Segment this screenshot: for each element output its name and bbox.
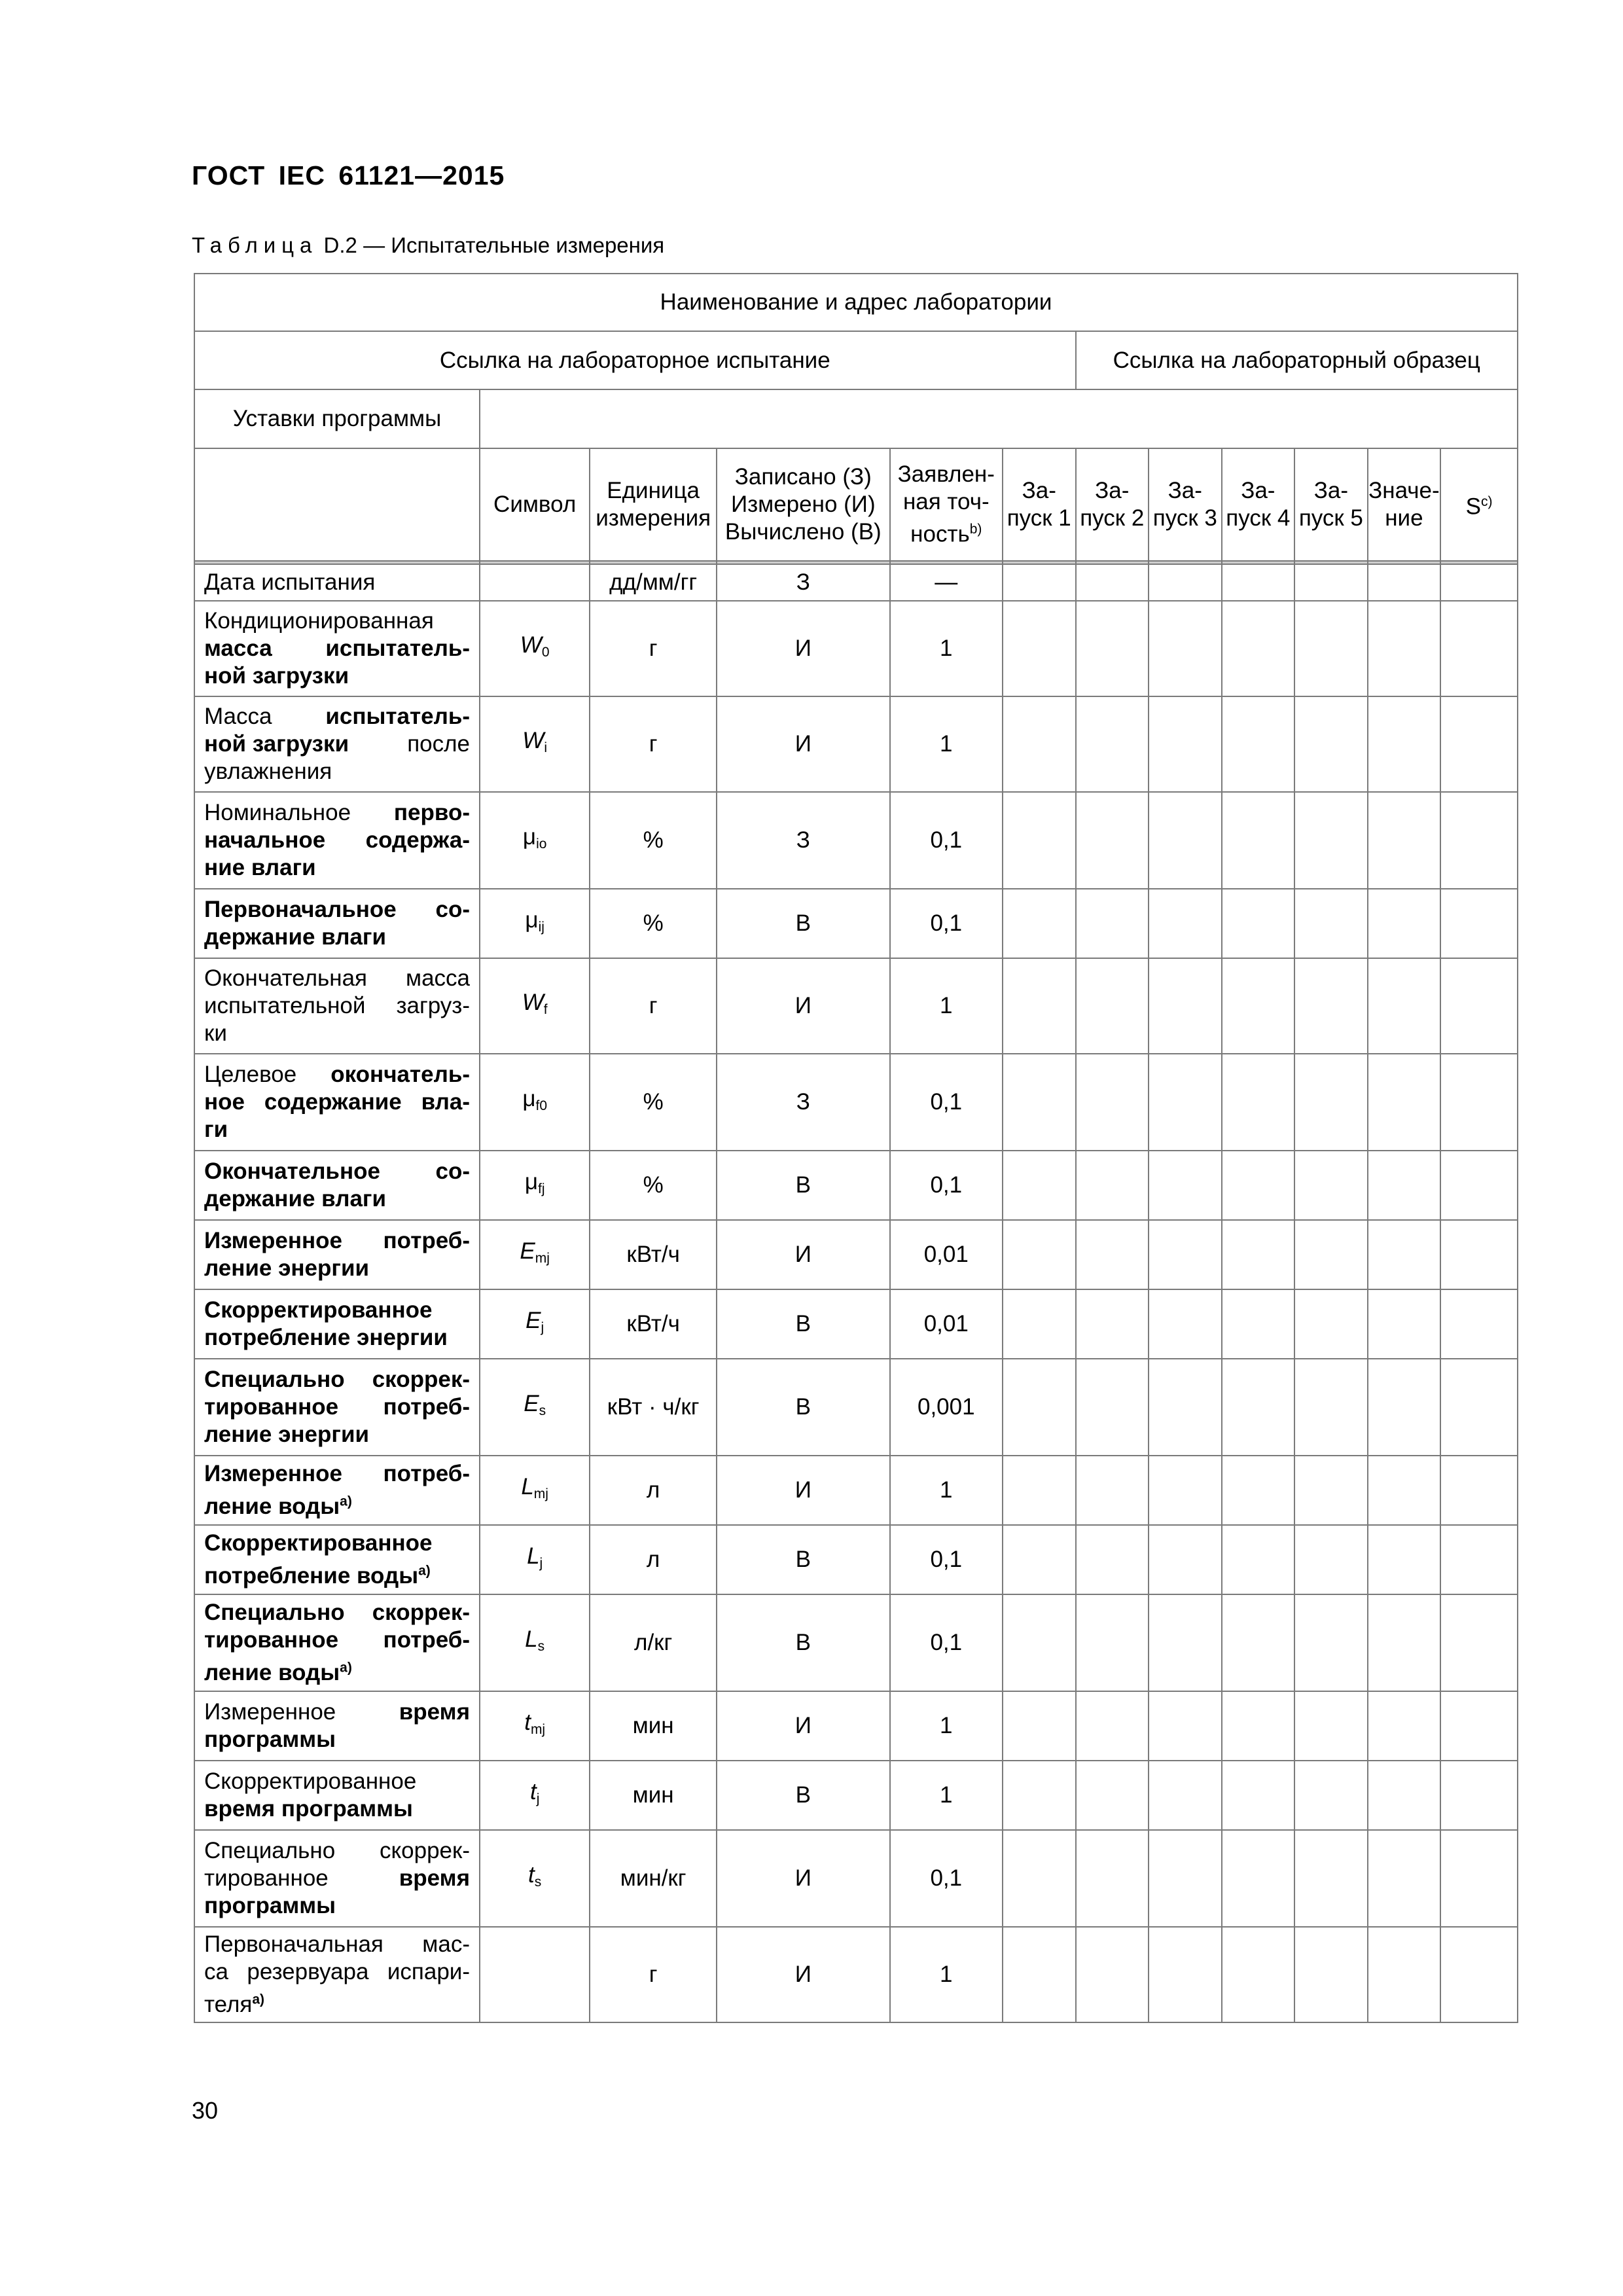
run-5-cell[interactable] [1294,696,1368,792]
recording-type-cell: В [717,1594,890,1691]
declared-accuracy-cell: 0,1 [890,1054,1003,1151]
unit-cell: кВт/ч [590,1220,717,1289]
parameter-name-cell: Номинальное перво- начальное содержа- ние влаги [194,792,480,889]
symbol-cell [480,564,590,601]
unit-cell: % [590,889,717,958]
s-cell[interactable] [1440,1054,1518,1151]
table-row [194,1830,1518,1927]
s-cell[interactable] [1440,1761,1518,1830]
symbol-cell: $\mu_{ij}$ [480,889,590,958]
s-cell[interactable] [1440,1456,1518,1525]
unit-cell: г [590,696,717,792]
run-3-cell[interactable] [1149,1151,1222,1220]
run-4-cell[interactable] [1222,958,1295,1054]
run-4-cell[interactable] [1222,1151,1295,1220]
recording-type-cell: В [717,889,890,958]
run-1-cell[interactable] [1003,1594,1076,1691]
run-2-cell[interactable] [1076,792,1149,889]
symbol-cell: $E_s$ [480,1359,590,1456]
s-cell[interactable] [1440,1151,1518,1220]
column-header-row [194,448,1518,561]
recording-type-cell: В [717,1359,890,1456]
run-5-cell[interactable] [1294,792,1368,889]
run-3-cell[interactable] [1149,958,1222,1054]
parameter-name-cell: Первоначальная мас- са резервуара испари- теля$^{a)}$ [194,1927,480,2022]
value-cell[interactable] [1368,1289,1441,1359]
parameter-name-cell: Измеренное потреб- ление энергии [194,1220,480,1289]
recording-type-cell: И [717,696,890,792]
symbol-cell: $E_j$ [480,1289,590,1359]
table-row [194,1289,1518,1359]
run-4-cell[interactable] [1222,1289,1295,1359]
run-4-cell[interactable] [1222,889,1295,958]
run-5-cell[interactable] [1294,1456,1368,1525]
s-header: $S^{c)}$ [1440,448,1518,561]
declared-accuracy-cell: 1 [890,696,1003,792]
declared-accuracy-cell: 1 [890,601,1003,696]
value-cell[interactable] [1368,1151,1441,1220]
program-settings-row [194,389,1518,448]
parameter-name-cell: Скорректированное потребление энергии [194,1289,480,1359]
caption-text: D.2 — Испытательные измерения [317,233,665,257]
parameter-name-cell: Измеренное время программы [194,1691,480,1761]
recording-type-cell: З [717,1054,890,1151]
recording-type-cell: И [717,1456,890,1525]
parameter-name-cell: Целевое окончатель- ное содержание вла- ги [194,1054,480,1151]
run-2-header: За- пуск 2 [1076,448,1149,561]
declared-accuracy-cell: 0,01 [890,1289,1003,1359]
run-2-cell[interactable] [1076,1289,1149,1359]
run-1-cell[interactable] [1003,1525,1076,1594]
unit-cell: мин [590,1691,717,1761]
test-measurements-table [194,273,1518,2023]
run-1-cell[interactable] [1003,1830,1076,1927]
symbol-cell: $t_{mj}$ [480,1691,590,1761]
declared-accuracy-cell: 0,1 [890,792,1003,889]
run-4-cell[interactable] [1222,1594,1295,1691]
declared-accuracy-cell: 0,1 [890,1151,1003,1220]
recording-type-cell: И [717,1927,890,2022]
declared-accuracy-cell: 0,1 [890,1830,1003,1927]
run-2-cell[interactable] [1076,1927,1149,2022]
symbol-cell: $t_s$ [480,1830,590,1927]
table-row [194,564,1518,601]
declared-accuracy-cell: 1 [890,1691,1003,1761]
s-cell[interactable] [1440,1830,1518,1927]
declared-accuracy-cell: 0,001 [890,1359,1003,1456]
declared-accuracy-header: Заявлен- ная точ- ность$^{b)}$ [890,448,1003,561]
recording-type-cell: И [717,1220,890,1289]
run-1-cell[interactable] [1003,1054,1076,1151]
unit-cell: % [590,1151,717,1220]
declared-accuracy-cell: 1 [890,1927,1003,2022]
run-4-cell[interactable] [1222,1220,1295,1289]
run-5-cell[interactable] [1294,1830,1368,1927]
test-reference-cell: Ссылка на лабораторное испытание [194,331,1076,389]
s-cell[interactable] [1440,1691,1518,1761]
declared-accuracy-cell: 0,01 [890,1220,1003,1289]
run-3-cell[interactable] [1149,1289,1222,1359]
run-2-cell[interactable] [1076,1830,1149,1927]
document-title: ГОСТ IEC 61121—2015 [192,160,505,190]
table-row [194,1525,1518,1594]
run-1-cell[interactable] [1003,1151,1076,1220]
s-cell[interactable] [1440,1289,1518,1359]
run-4-cell[interactable] [1222,1830,1295,1927]
table-row [194,1456,1518,1525]
table-caption [192,233,664,258]
run-5-cell[interactable] [1294,1054,1368,1151]
run-4-cell[interactable] [1222,1691,1295,1761]
run-2-cell[interactable] [1076,1456,1149,1525]
recording-type-cell: В [717,1525,890,1594]
references-row [194,331,1518,389]
symbol-cell: $L_{mj}$ [480,1456,590,1525]
run-3-cell[interactable] [1149,1830,1222,1927]
run-1-header: За- пуск 1 [1003,448,1076,561]
run-4-cell[interactable] [1222,564,1295,601]
run-2-cell[interactable] [1076,1054,1149,1151]
run-5-header: За- пуск 5 [1294,448,1368,561]
s-cell[interactable] [1440,1525,1518,1594]
value-cell[interactable] [1368,1054,1441,1151]
run-1-cell[interactable] [1003,1220,1076,1289]
symbol-cell [480,1927,590,2022]
run-3-cell[interactable] [1149,1927,1222,2022]
value-cell[interactable] [1368,889,1441,958]
declared-accuracy-cell: 0,1 [890,1525,1003,1594]
parameter-name-cell: Специально скоррек- тированное время программы [194,1830,480,1927]
run-2-cell[interactable] [1076,889,1149,958]
run-3-cell[interactable] [1149,1456,1222,1525]
run-2-cell[interactable] [1076,1594,1149,1691]
run-5-cell[interactable] [1294,1220,1368,1289]
parameter-name-cell: Окончательное со- держание влаги [194,1151,480,1220]
run-1-cell[interactable] [1003,1289,1076,1359]
parameter-name-cell: Кондиционированная масса испытатель- ной загрузки [194,601,480,696]
s-cell[interactable] [1440,889,1518,958]
unit-cell: л [590,1525,717,1594]
value-cell[interactable] [1368,564,1441,601]
unit-cell: мин [590,1761,717,1830]
run-4-cell[interactable] [1222,792,1295,889]
run-5-cell[interactable] [1294,564,1368,601]
run-4-cell[interactable] [1222,601,1295,696]
parameter-name-cell: Специально скоррек- тированное потреб- ление энергии [194,1359,480,1456]
run-2-cell[interactable] [1076,1761,1149,1830]
value-cell[interactable] [1368,1761,1441,1830]
run-3-cell[interactable] [1149,1594,1222,1691]
run-1-cell[interactable] [1003,1691,1076,1761]
run-1-cell[interactable] [1003,696,1076,792]
recording-type-cell: И [717,1691,890,1761]
symbol-cell: $\mu_{fj}$ [480,1151,590,1220]
unit-header: Единица измерения [590,448,717,561]
run-4-header: За- пуск 4 [1222,448,1295,561]
unit-cell: кВт/ч [590,1289,717,1359]
run-3-cell[interactable] [1149,1525,1222,1594]
run-3-cell[interactable] [1149,696,1222,792]
run-5-cell[interactable] [1294,1151,1368,1220]
s-cell[interactable] [1440,792,1518,889]
value-cell[interactable] [1368,792,1441,889]
symbol-cell: $W_f$ [480,958,590,1054]
value-header: Значе- ние [1368,448,1441,561]
run-2-cell[interactable] [1076,958,1149,1054]
program-settings-cell: Уставки программы [194,389,480,448]
unit-cell: мин/кг [590,1830,717,1927]
declared-accuracy-cell: 0,1 [890,1594,1003,1691]
run-4-cell[interactable] [1222,1761,1295,1830]
parameter-name-cell: Первоначальное со- держание влаги [194,889,480,958]
value-cell[interactable] [1368,696,1441,792]
run-2-cell[interactable] [1076,1525,1149,1594]
run-1-cell[interactable] [1003,564,1076,601]
value-cell[interactable] [1368,958,1441,1054]
run-3-cell[interactable] [1149,1054,1222,1151]
run-5-cell[interactable] [1294,1594,1368,1691]
run-5-cell[interactable] [1294,958,1368,1054]
s-cell[interactable] [1440,1927,1518,2022]
run-1-cell[interactable] [1003,958,1076,1054]
table-row [194,1691,1518,1761]
page-number: 30 [192,2097,219,2124]
unit-cell: дд/мм/гг [590,564,717,601]
run-5-cell[interactable] [1294,1927,1368,2022]
unit-cell: л/кг [590,1594,717,1691]
program-settings-value-cell [480,389,1518,448]
value-cell[interactable] [1368,1359,1441,1456]
parameter-name-cell: Окончательная масса испытательной загруз- ки [194,958,480,1054]
parameter-name-cell: Масса испытатель- ной загрузки после увлажнения [194,696,480,792]
symbol-cell: $\mu_{io}$ [480,792,590,889]
empty-header-cell [194,448,480,561]
recording-type-cell: В [717,1151,890,1220]
run-4-cell[interactable] [1222,696,1295,792]
run-3-cell[interactable] [1149,792,1222,889]
symbol-cell: $\mu_{f0}$ [480,1054,590,1151]
s-cell[interactable] [1440,601,1518,696]
value-cell[interactable] [1368,1830,1441,1927]
run-4-cell[interactable] [1222,1054,1295,1151]
run-5-cell[interactable] [1294,1359,1368,1456]
run-4-cell[interactable] [1222,1525,1295,1594]
caption-label: Таблица [192,233,318,257]
recording-type-cell: З [717,564,890,601]
run-3-cell[interactable] [1149,1359,1222,1456]
parameter-name-cell: Скорректированное потребление воды$^{a)}$ [194,1525,480,1594]
symbol-cell: $t_j$ [480,1761,590,1830]
recording-type-cell: И [717,958,890,1054]
s-cell[interactable] [1440,958,1518,1054]
run-4-cell[interactable] [1222,1456,1295,1525]
table-row [194,1359,1518,1456]
value-cell[interactable] [1368,1594,1441,1691]
table-row [194,958,1518,1054]
recording-type-cell: В [717,1289,890,1359]
run-2-cell[interactable] [1076,696,1149,792]
value-cell[interactable] [1368,1525,1441,1594]
s-cell[interactable] [1440,696,1518,792]
recording-type-cell: И [717,1830,890,1927]
table-row [194,696,1518,792]
table-body [194,564,1518,2022]
run-3-header: За- пуск 3 [1149,448,1222,561]
run-3-cell[interactable] [1149,1691,1222,1761]
symbol-cell: $L_j$ [480,1525,590,1594]
s-cell[interactable] [1440,1594,1518,1691]
run-1-cell[interactable] [1003,889,1076,958]
run-5-cell[interactable] [1294,1525,1368,1594]
declared-accuracy-cell: 1 [890,1761,1003,1830]
s-cell[interactable] [1440,564,1518,601]
recording-type-header: Записано (З) Измерено (И) Вычислено (В) [717,448,890,561]
value-cell[interactable] [1368,1691,1441,1761]
run-4-cell[interactable] [1222,1927,1295,2022]
run-1-cell[interactable] [1003,1927,1076,2022]
value-cell[interactable] [1368,1927,1441,2022]
parameter-name-cell: Специально скоррек- тированное потреб- ление воды$^{a)}$ [194,1594,480,1691]
unit-cell: г [590,1927,717,2022]
s-cell[interactable] [1440,1359,1518,1456]
declared-accuracy-cell: 0,1 [890,889,1003,958]
declared-accuracy-cell: 1 [890,958,1003,1054]
declared-accuracy-cell: — [890,564,1003,601]
parameter-name-cell: Скорректированное время программы [194,1761,480,1830]
run-2-cell[interactable] [1076,601,1149,696]
run-2-cell[interactable] [1076,1151,1149,1220]
run-1-cell[interactable] [1003,1359,1076,1456]
s-cell[interactable] [1440,1220,1518,1289]
recording-type-cell: З [717,792,890,889]
table-row [194,889,1518,958]
run-2-cell[interactable] [1076,1220,1149,1289]
run-5-cell[interactable] [1294,889,1368,958]
unit-cell: г [590,601,717,696]
table-row [194,1594,1518,1691]
run-3-cell[interactable] [1149,564,1222,601]
parameter-name-cell: Измеренное потреб- ление воды$^{a)}$ [194,1456,480,1525]
run-3-cell[interactable] [1149,1220,1222,1289]
table-row [194,601,1518,696]
table-row [194,1761,1518,1830]
run-5-cell[interactable] [1294,1761,1368,1830]
symbol-cell: $W_i$ [480,696,590,792]
run-3-cell[interactable] [1149,601,1222,696]
value-cell[interactable] [1368,601,1441,696]
run-1-cell[interactable] [1003,601,1076,696]
table-row [194,1054,1518,1151]
run-5-cell[interactable] [1294,601,1368,696]
table-row [194,1927,1518,2022]
run-3-cell[interactable] [1149,1761,1222,1830]
lab-name-row [194,274,1518,331]
run-2-cell[interactable] [1076,1359,1149,1456]
run-1-cell[interactable] [1003,792,1076,889]
symbol-cell: $E_{mj}$ [480,1220,590,1289]
run-2-cell[interactable] [1076,564,1149,601]
run-3-cell[interactable] [1149,889,1222,958]
value-cell[interactable] [1368,1456,1441,1525]
table-row [194,792,1518,889]
recording-type-cell: В [717,1761,890,1830]
table-row [194,1151,1518,1220]
lab-name-cell: Наименование и адрес лаборатории [194,274,1518,331]
unit-cell: % [590,1054,717,1151]
unit-cell: л [590,1456,717,1525]
unit-cell: % [590,792,717,889]
sample-reference-cell: Ссылка на лабораторный образец [1076,331,1518,389]
table-row [194,1220,1518,1289]
recording-type-cell: И [717,601,890,696]
run-5-cell[interactable] [1294,1289,1368,1359]
run-4-cell[interactable] [1222,1359,1295,1456]
run-1-cell[interactable] [1003,1456,1076,1525]
value-cell[interactable] [1368,1220,1441,1289]
symbol-cell: $W_0$ [480,601,590,696]
run-1-cell[interactable] [1003,1761,1076,1830]
run-5-cell[interactable] [1294,1691,1368,1761]
symbol-header: Символ [480,448,590,561]
run-2-cell[interactable] [1076,1691,1149,1761]
declared-accuracy-cell: 1 [890,1456,1003,1525]
symbol-cell: $L_s$ [480,1594,590,1691]
unit-cell: г [590,958,717,1054]
parameter-name-cell: Дата испытания [194,564,480,601]
unit-cell: кВт · ч/кг [590,1359,717,1456]
